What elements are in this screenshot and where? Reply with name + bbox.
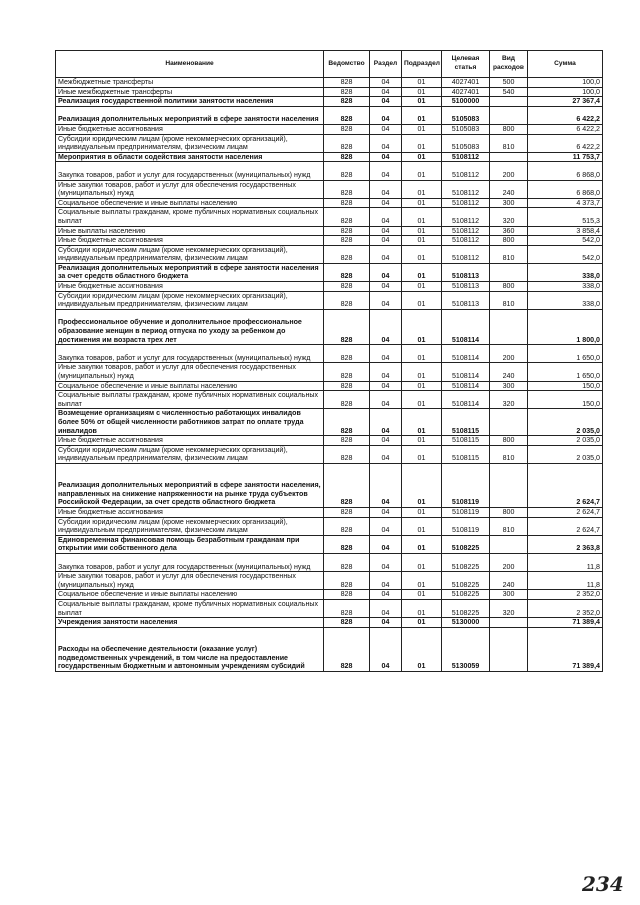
table-row <box>56 87 603 97</box>
table-row <box>56 198 603 208</box>
row-target-article: 5108119 <box>442 463 490 507</box>
row-target-article: 4027401 <box>442 87 490 97</box>
row-section: 04 <box>370 124 402 134</box>
table-header-row <box>56 51 603 78</box>
row-name: Мероприятия в области содействия занятости населения <box>56 152 324 162</box>
row-expense-type: 200 <box>490 162 528 180</box>
row-section: 04 <box>370 245 402 263</box>
row-name: Социальные выплаты гражданам, кроме публичных нормативных социальных выплат <box>56 391 324 409</box>
row-amount: 100,0 <box>528 87 603 97</box>
row-expense-type: 320 <box>490 391 528 409</box>
row-amount: 338,0 <box>528 291 603 309</box>
row-ministry: 828 <box>324 226 370 236</box>
row-name: Иные межбюджетные трансферты <box>56 87 324 97</box>
row-section: 04 <box>370 463 402 507</box>
table-row <box>56 78 603 88</box>
row-amount: 6 422,2 <box>528 106 603 124</box>
table-row <box>56 124 603 134</box>
row-name: Реализация государственной политики занятости населения <box>56 97 324 107</box>
row-section: 04 <box>370 436 402 446</box>
row-name: Иные бюджетные ассигнования <box>56 507 324 517</box>
row-ministry: 828 <box>324 345 370 363</box>
row-subsection: 01 <box>402 445 442 463</box>
table-body <box>56 78 603 672</box>
row-name: Иные закупки товаров, работ и услуг для обеспечения государственных (муниципальных) нужд <box>56 572 324 590</box>
row-ministry: 828 <box>324 245 370 263</box>
row-expense-type <box>490 152 528 162</box>
row-expense-type: 800 <box>490 282 528 292</box>
row-expense-type: 300 <box>490 198 528 208</box>
page-number: 234 <box>582 872 624 896</box>
row-amount: 515,3 <box>528 208 603 226</box>
table-row <box>56 445 603 463</box>
row-name: Реализация дополнительных мероприятий в сфере занятости населения <box>56 106 324 124</box>
table-row <box>56 245 603 263</box>
table-row <box>56 226 603 236</box>
row-section: 04 <box>370 507 402 517</box>
row-expense-type <box>490 263 528 281</box>
row-name: Субсидии юридическим лицам (кроме некоммерческих организаций), индивидуальным предпринимателям, физическим лицам <box>56 134 324 152</box>
table-row <box>56 345 603 363</box>
row-expense-type: 240 <box>490 180 528 198</box>
row-target-article: 5130000 <box>442 618 490 628</box>
row-name: Расходы на обеспечение деятельности (оказание услуг) подведомственных учреждений, в том числе на предоставление государственным бюджетным и автономным учреждениям субсидий <box>56 627 324 671</box>
row-name: Иные бюджетные ассигнования <box>56 282 324 292</box>
row-section: 04 <box>370 152 402 162</box>
row-name: Закупка товаров, работ и услуг для государственных (муниципальных) нужд <box>56 553 324 571</box>
table-row <box>56 463 603 507</box>
row-expense-type <box>490 535 528 553</box>
row-expense-type: 300 <box>490 381 528 391</box>
row-subsection: 01 <box>402 78 442 88</box>
row-target-article: 5108115 <box>442 436 490 446</box>
row-ministry: 828 <box>324 618 370 628</box>
row-section: 04 <box>370 162 402 180</box>
row-subsection: 01 <box>402 507 442 517</box>
row-target-article: 5108112 <box>442 236 490 246</box>
row-section: 04 <box>370 309 402 344</box>
row-name: Иные бюджетные ассигнования <box>56 436 324 446</box>
header-ministry: Ведомство <box>324 51 370 78</box>
row-target-article: 5108114 <box>442 381 490 391</box>
table-row <box>56 97 603 107</box>
row-expense-type: 800 <box>490 124 528 134</box>
row-target-article: 5108114 <box>442 309 490 344</box>
row-target-article: 5105083 <box>442 124 490 134</box>
row-expense-type <box>490 463 528 507</box>
row-expense-type: 360 <box>490 226 528 236</box>
row-ministry: 828 <box>324 198 370 208</box>
row-section: 04 <box>370 134 402 152</box>
row-amount: 11,8 <box>528 553 603 571</box>
table-row <box>56 507 603 517</box>
row-name: Иные выплаты населению <box>56 226 324 236</box>
row-expense-type: 810 <box>490 517 528 535</box>
row-ministry: 828 <box>324 572 370 590</box>
row-ministry: 828 <box>324 409 370 436</box>
budget-table <box>55 50 603 672</box>
row-subsection: 01 <box>402 134 442 152</box>
row-target-article: 5108114 <box>442 391 490 409</box>
row-subsection: 01 <box>402 226 442 236</box>
row-name: Социальные выплаты гражданам, кроме публичных нормативных социальных выплат <box>56 208 324 226</box>
row-amount: 71 389,4 <box>528 627 603 671</box>
row-section: 04 <box>370 180 402 198</box>
table-row <box>56 517 603 535</box>
row-section: 04 <box>370 381 402 391</box>
row-target-article: 5108112 <box>442 208 490 226</box>
row-amount: 2 035,0 <box>528 436 603 446</box>
row-subsection: 01 <box>402 572 442 590</box>
row-expense-type: 200 <box>490 553 528 571</box>
row-amount: 1 650,0 <box>528 363 603 381</box>
row-subsection: 01 <box>402 263 442 281</box>
table-row <box>56 152 603 162</box>
row-subsection: 01 <box>402 309 442 344</box>
row-subsection: 01 <box>402 599 442 617</box>
row-section: 04 <box>370 87 402 97</box>
header-subsection: Подраздел <box>402 51 442 78</box>
row-ministry: 828 <box>324 436 370 446</box>
row-expense-type <box>490 627 528 671</box>
row-name: Единовременная финансовая помощь безработным гражданам при открытии ими собственного дела <box>56 535 324 553</box>
row-ministry: 828 <box>324 599 370 617</box>
header-section: Раздел <box>370 51 402 78</box>
row-target-article: 5108115 <box>442 445 490 463</box>
row-ministry: 828 <box>324 291 370 309</box>
table-row <box>56 627 603 671</box>
row-subsection: 01 <box>402 208 442 226</box>
row-name: Реализация дополнительных мероприятий в сфере занятости населения, направленных на снижение напряженности на рынке труда субъектов Российской Федерации, за счет средств областного бюджета <box>56 463 324 507</box>
row-section: 04 <box>370 198 402 208</box>
row-subsection: 01 <box>402 345 442 363</box>
table-row <box>56 291 603 309</box>
row-name: Профессиональное обучение и дополнительное профессиональное образование женщин в период отпуска по уходу за ребенком до достижения им возраста трех лет <box>56 309 324 344</box>
row-subsection: 01 <box>402 180 442 198</box>
row-target-article: 5108119 <box>442 517 490 535</box>
row-section: 04 <box>370 572 402 590</box>
table-row <box>56 208 603 226</box>
row-expense-type: 810 <box>490 245 528 263</box>
row-amount: 542,0 <box>528 236 603 246</box>
row-section: 04 <box>370 535 402 553</box>
row-expense-type: 540 <box>490 87 528 97</box>
table-row <box>56 409 603 436</box>
table-row <box>56 363 603 381</box>
table-row <box>56 263 603 281</box>
row-name: Учреждения занятости населения <box>56 618 324 628</box>
row-ministry: 828 <box>324 97 370 107</box>
row-section: 04 <box>370 226 402 236</box>
row-expense-type: 240 <box>490 572 528 590</box>
row-section: 04 <box>370 409 402 436</box>
row-target-article: 5100000 <box>442 97 490 107</box>
row-subsection: 01 <box>402 409 442 436</box>
row-target-article: 5108225 <box>442 553 490 571</box>
row-name: Иные закупки товаров, работ и услуг для обеспечения государственных (муниципальных) нужд <box>56 180 324 198</box>
row-target-article: 5108225 <box>442 535 490 553</box>
table-row <box>56 381 603 391</box>
table-row <box>56 618 603 628</box>
row-expense-type: 200 <box>490 345 528 363</box>
row-subsection: 01 <box>402 553 442 571</box>
row-ministry: 828 <box>324 363 370 381</box>
row-subsection: 01 <box>402 618 442 628</box>
row-name: Межбюджетные трансферты <box>56 78 324 88</box>
row-ministry: 828 <box>324 627 370 671</box>
row-target-article: 5108112 <box>442 162 490 180</box>
row-subsection: 01 <box>402 124 442 134</box>
row-expense-type <box>490 618 528 628</box>
table-row <box>56 590 603 600</box>
row-amount: 100,0 <box>528 78 603 88</box>
row-name: Субсидии юридическим лицам (кроме некоммерческих организаций), индивидуальным предпринимателям, физическим лицам <box>56 245 324 263</box>
row-section: 04 <box>370 263 402 281</box>
row-section: 04 <box>370 618 402 628</box>
table-row <box>56 436 603 446</box>
row-section: 04 <box>370 106 402 124</box>
row-subsection: 01 <box>402 198 442 208</box>
row-target-article: 5108112 <box>442 198 490 208</box>
row-section: 04 <box>370 590 402 600</box>
row-target-article: 5105083 <box>442 134 490 152</box>
row-subsection: 01 <box>402 363 442 381</box>
row-section: 04 <box>370 236 402 246</box>
row-target-article: 5105083 <box>442 106 490 124</box>
row-name: Социальное обеспечение и иные выплаты населению <box>56 590 324 600</box>
row-section: 04 <box>370 282 402 292</box>
row-name: Социальное обеспечение и иные выплаты населению <box>56 381 324 391</box>
row-ministry: 828 <box>324 263 370 281</box>
row-ministry: 828 <box>324 124 370 134</box>
row-expense-type: 810 <box>490 445 528 463</box>
row-ministry: 828 <box>324 590 370 600</box>
row-amount: 11,8 <box>528 572 603 590</box>
row-expense-type: 800 <box>490 507 528 517</box>
row-amount: 542,0 <box>528 245 603 263</box>
row-ministry: 828 <box>324 445 370 463</box>
table-row <box>56 162 603 180</box>
row-ministry: 828 <box>324 282 370 292</box>
row-amount: 2 624,7 <box>528 463 603 507</box>
row-target-article: 5108113 <box>442 291 490 309</box>
row-amount: 6 422,2 <box>528 124 603 134</box>
row-target-article: 5108114 <box>442 345 490 363</box>
row-target-article: 5108113 <box>442 263 490 281</box>
row-amount: 3 858,4 <box>528 226 603 236</box>
row-expense-type: 320 <box>490 208 528 226</box>
row-name: Субсидии юридическим лицам (кроме некоммерческих организаций), индивидуальным предпринимателям, физическим лицам <box>56 291 324 309</box>
row-section: 04 <box>370 445 402 463</box>
budget-table-sheet <box>55 50 602 672</box>
row-amount: 2 352,0 <box>528 590 603 600</box>
row-target-article: 5108225 <box>442 599 490 617</box>
row-expense-type: 800 <box>490 436 528 446</box>
row-amount: 2 624,7 <box>528 507 603 517</box>
row-expense-type <box>490 409 528 436</box>
header-target-article: Целевая статья <box>442 51 490 78</box>
row-section: 04 <box>370 208 402 226</box>
row-ministry: 828 <box>324 381 370 391</box>
header-expense-type: Вид расходов <box>490 51 528 78</box>
table-row <box>56 236 603 246</box>
row-section: 04 <box>370 291 402 309</box>
row-amount: 1 650,0 <box>528 345 603 363</box>
row-name: Субсидии юридическим лицам (кроме некоммерческих организаций), индивидуальным предпринимателям, физическим лицам <box>56 517 324 535</box>
row-amount: 2 035,0 <box>528 409 603 436</box>
row-amount: 6 422,2 <box>528 134 603 152</box>
row-target-article: 5108114 <box>442 363 490 381</box>
row-name: Реализация дополнительных мероприятий в сфере занятости населения за счет средств областного бюджета <box>56 263 324 281</box>
row-amount: 150,0 <box>528 381 603 391</box>
row-section: 04 <box>370 97 402 107</box>
row-expense-type: 800 <box>490 236 528 246</box>
row-expense-type: 810 <box>490 291 528 309</box>
row-subsection: 01 <box>402 291 442 309</box>
row-section: 04 <box>370 553 402 571</box>
row-name: Субсидии юридическим лицам (кроме некоммерческих организаций), индивидуальным предпринимателям, физическим лицам <box>56 445 324 463</box>
row-amount: 6 868,0 <box>528 162 603 180</box>
row-subsection: 01 <box>402 282 442 292</box>
row-name: Закупка товаров, работ и услуг для государственных (муниципальных) нужд <box>56 345 324 363</box>
row-ministry: 828 <box>324 507 370 517</box>
row-name: Иные бюджетные ассигнования <box>56 236 324 246</box>
row-ministry: 828 <box>324 134 370 152</box>
row-ministry: 828 <box>324 463 370 507</box>
row-subsection: 01 <box>402 590 442 600</box>
header-amount: Сумма <box>528 51 603 78</box>
row-subsection: 01 <box>402 463 442 507</box>
row-amount: 2 363,8 <box>528 535 603 553</box>
row-target-article: 5108112 <box>442 180 490 198</box>
table-row <box>56 599 603 617</box>
row-name: Закупка товаров, работ и услуг для государственных (муниципальных) нужд <box>56 162 324 180</box>
row-section: 04 <box>370 363 402 381</box>
row-ministry: 828 <box>324 106 370 124</box>
row-amount: 2 624,7 <box>528 517 603 535</box>
row-target-article: 5108112 <box>442 226 490 236</box>
row-subsection: 01 <box>402 97 442 107</box>
row-amount: 1 800,0 <box>528 309 603 344</box>
row-name: Социальные выплаты гражданам, кроме публичных нормативных социальных выплат <box>56 599 324 617</box>
row-target-article: 5108119 <box>442 507 490 517</box>
row-name: Иные закупки товаров, работ и услуг для обеспечения государственных (муниципальных) нужд <box>56 363 324 381</box>
row-section: 04 <box>370 345 402 363</box>
row-expense-type: 300 <box>490 590 528 600</box>
row-target-article: 5108112 <box>442 245 490 263</box>
row-subsection: 01 <box>402 436 442 446</box>
row-expense-type: 320 <box>490 599 528 617</box>
row-subsection: 01 <box>402 381 442 391</box>
row-target-article: 5108115 <box>442 409 490 436</box>
row-expense-type: 810 <box>490 134 528 152</box>
row-ministry: 828 <box>324 152 370 162</box>
row-ministry: 828 <box>324 87 370 97</box>
table-row <box>56 106 603 124</box>
row-subsection: 01 <box>402 535 442 553</box>
row-section: 04 <box>370 599 402 617</box>
row-ministry: 828 <box>324 535 370 553</box>
row-name: Возмещение организациям с численностью работающих инвалидов более 50% от общей численности работников затрат по оплате труда инвалидов <box>56 409 324 436</box>
row-amount: 27 367,4 <box>528 97 603 107</box>
table-row <box>56 180 603 198</box>
row-amount: 4 373,7 <box>528 198 603 208</box>
row-expense-type: 240 <box>490 363 528 381</box>
table-row <box>56 535 603 553</box>
row-name: Социальное обеспечение и иные выплаты населению <box>56 198 324 208</box>
row-amount: 6 868,0 <box>528 180 603 198</box>
row-section: 04 <box>370 517 402 535</box>
row-amount: 2 352,0 <box>528 599 603 617</box>
row-subsection: 01 <box>402 391 442 409</box>
row-subsection: 01 <box>402 162 442 180</box>
header-name: Наименование <box>56 51 324 78</box>
row-subsection: 01 <box>402 152 442 162</box>
row-ministry: 828 <box>324 236 370 246</box>
row-amount: 71 389,4 <box>528 618 603 628</box>
row-expense-type <box>490 309 528 344</box>
row-section: 04 <box>370 391 402 409</box>
row-ministry: 828 <box>324 162 370 180</box>
row-ministry: 828 <box>324 208 370 226</box>
row-subsection: 01 <box>402 87 442 97</box>
table-row <box>56 282 603 292</box>
row-ministry: 828 <box>324 78 370 88</box>
row-expense-type: 500 <box>490 78 528 88</box>
row-target-article: 5108225 <box>442 590 490 600</box>
table-row <box>56 553 603 571</box>
row-section: 04 <box>370 627 402 671</box>
row-ministry: 828 <box>324 309 370 344</box>
row-amount: 338,0 <box>528 282 603 292</box>
row-amount: 338,0 <box>528 263 603 281</box>
row-ministry: 828 <box>324 553 370 571</box>
row-subsection: 01 <box>402 245 442 263</box>
row-target-article: 5108225 <box>442 572 490 590</box>
row-target-article: 4027401 <box>442 78 490 88</box>
row-amount: 150,0 <box>528 391 603 409</box>
row-name: Иные бюджетные ассигнования <box>56 124 324 134</box>
row-subsection: 01 <box>402 627 442 671</box>
row-amount: 2 035,0 <box>528 445 603 463</box>
row-section: 04 <box>370 78 402 88</box>
row-expense-type <box>490 97 528 107</box>
table-row <box>56 391 603 409</box>
row-subsection: 01 <box>402 517 442 535</box>
row-ministry: 828 <box>324 180 370 198</box>
row-ministry: 828 <box>324 391 370 409</box>
row-amount: 11 753,7 <box>528 152 603 162</box>
table-row <box>56 572 603 590</box>
row-target-article: 5130059 <box>442 627 490 671</box>
table-row <box>56 309 603 344</box>
row-subsection: 01 <box>402 106 442 124</box>
row-target-article: 5108112 <box>442 152 490 162</box>
row-target-article: 5108113 <box>442 282 490 292</box>
table-row <box>56 134 603 152</box>
row-expense-type <box>490 106 528 124</box>
row-ministry: 828 <box>324 517 370 535</box>
row-subsection: 01 <box>402 236 442 246</box>
